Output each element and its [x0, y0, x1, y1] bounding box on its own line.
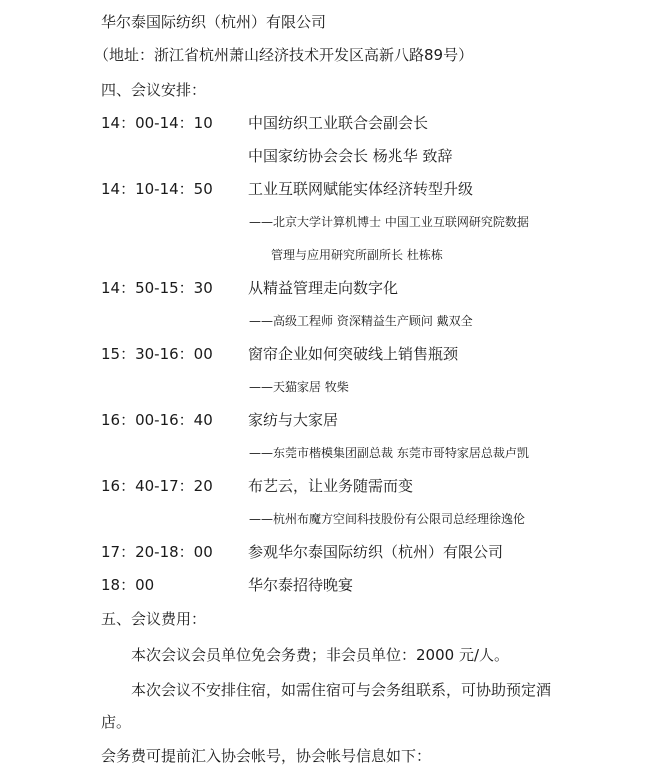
schedule-title: 窗帘企业如何突破线上销售瓶颈 [248, 345, 459, 363]
schedule-title: 华尔泰招待晚宴 [248, 576, 354, 594]
schedule-extra-title: 中国家纺协会会长 杨兆华 致辞 [248, 147, 453, 165]
schedule-time: 14：00-14：10 [101, 114, 213, 132]
schedule-title: 中国纺织工业联合会副会长 [248, 114, 429, 132]
schedule-speaker: ——东莞市楷模集团副总裁 东莞市哥特家居总裁卢凯 [249, 446, 529, 460]
schedule-title: 工业互联网赋能实体经济转型升级 [248, 180, 474, 198]
schedule-time: 14：50-15：30 [101, 279, 213, 297]
section4-heading: 四、会议安排： [101, 81, 207, 99]
schedule-title: 从精益管理走向数字化 [248, 279, 399, 297]
account-line: 会务费可提前汇入协会帐号，协会帐号信息如下： [101, 747, 432, 765]
schedule-time: 16：40-17：20 [101, 477, 213, 495]
company-line: 华尔泰国际纺织（杭州）有限公司 [101, 13, 327, 31]
schedule-time: 18：00 [101, 576, 155, 594]
schedule-speaker: ——北京大学计算机博士 中国工业互联网研究院数据 [249, 215, 529, 229]
fee-paragraph: 本次会议会员单位免会务费；非会员单位：2000 元/人。 [131, 646, 509, 664]
schedule-speaker-cont: 管理与应用研究所副所长 杜栋栋 [271, 248, 443, 262]
schedule-time: 14：10-14：50 [101, 180, 213, 198]
schedule-title: 布艺云，让业务随需而变 [248, 477, 414, 495]
schedule-time: 16：00-16：40 [101, 411, 213, 429]
lodging-paragraph-line2: 店。 [101, 713, 132, 731]
section5-heading: 五、会议费用： [101, 610, 207, 628]
schedule-time: 15：30-16：00 [101, 345, 213, 363]
schedule-title: 参观华尔泰国际纺织（杭州）有限公司 [248, 543, 504, 561]
schedule-speaker: ——高级工程师 资深精益生产顾问 戴双全 [249, 314, 473, 328]
schedule-speaker: ——杭州布魔方空间科技股份有公限司总经理徐逸伦 [249, 512, 526, 526]
lodging-paragraph-line1: 本次会议不安排住宿，如需住宿可与会务组联系，可协助预定酒 [131, 681, 552, 699]
address-line: （地址：浙江省杭州萧山经济技术开发区高新八路89号） [94, 46, 474, 64]
schedule-speaker: ——天猫家居 牧柴 [249, 380, 349, 394]
schedule-time: 17：20-18：00 [101, 543, 213, 561]
schedule-title: 家纺与大家居 [248, 411, 339, 429]
